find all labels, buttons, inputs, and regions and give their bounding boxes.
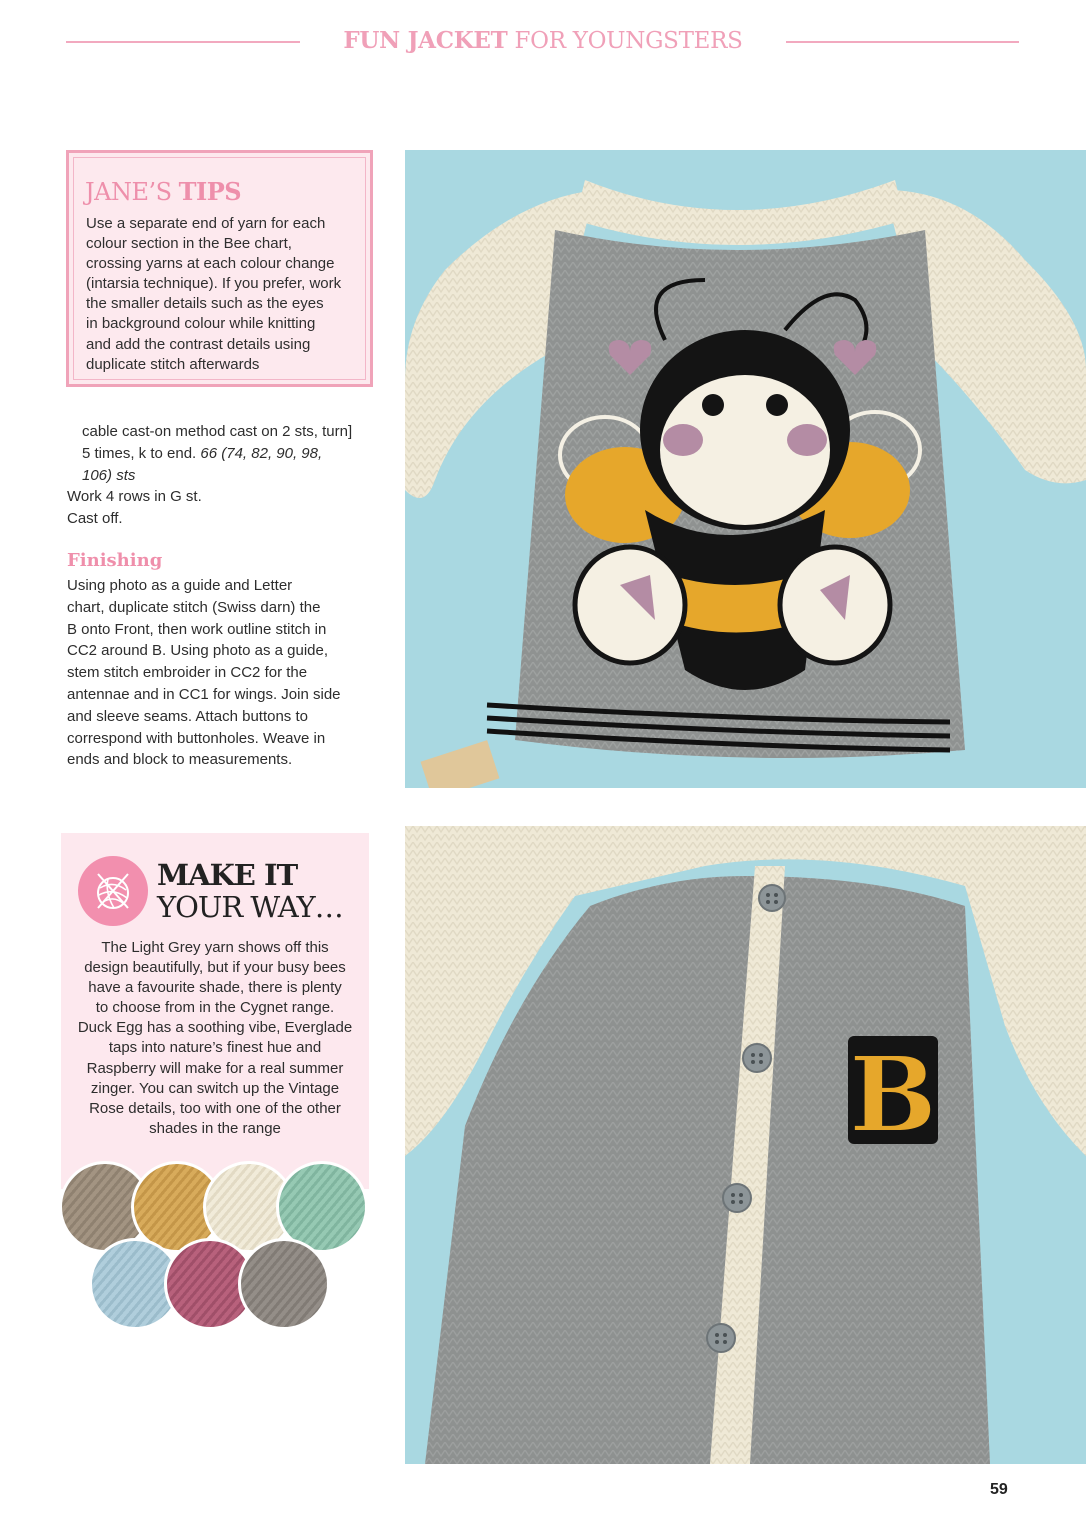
make-it-title: MAKE IT YOUR WAY… [157,858,343,924]
tips-body: Use a separate end of yarn for each colour section in the Bee chart, crossing yarns at each colour change (intarsia technique). If you prefer, work the smaller details such as the eyes in background colour while knitting and add the contrast details using duplicate stitch afterwards [86,215,342,373]
bee-sweater-photo [405,150,1086,788]
finishing-heading: Finishing [67,550,163,571]
make-it-body: The Light Grey yarn shows off this design beautifully, but if your busy bees have a favourite shade, there is plenty to choose from in the Cygnet range. Duck Egg has a soothing vibe, Everglade taps into nature’s finest hue and Raspberry will make for a real summer zinger. You can switch up the Vintage Rose details, too with one of the other shades in the range [77,939,353,1137]
cardigan-letter-b-photo [405,826,1086,1464]
page-number: 59 [990,1481,1008,1498]
instructions-text: cable cast-on method cast on 2 sts, turn] 5 times, k to end. 66 (74, 82, 90, 98, 106) sts Work 4 rows in G st. Cast off. [67,423,353,528]
page-title: FUN JACKET FOR YOUNGSTERS [343,27,743,54]
tips-box [66,150,373,387]
header-rule-right [786,41,1019,43]
header-rule-left [66,41,300,43]
finishing-text: Using photo as a guide and Letter chart, duplicate stitch (Swiss darn) the B onto Front, then work outline stitch in CC2 around B. Using photo as a guide, stem stitch embroider in CC2 for the antennae and in CC1 for wings. Join side and sleeve seams. Attach buttons to correspond with buttonholes. Weave in ends and block to measurements. [67,577,341,769]
letter-b-patch: B [849,1033,937,1156]
yarn-swatch-7 [238,1238,330,1330]
yarn-ball-icon [78,856,148,926]
tips-title: JANE’S TIPS [85,177,242,206]
